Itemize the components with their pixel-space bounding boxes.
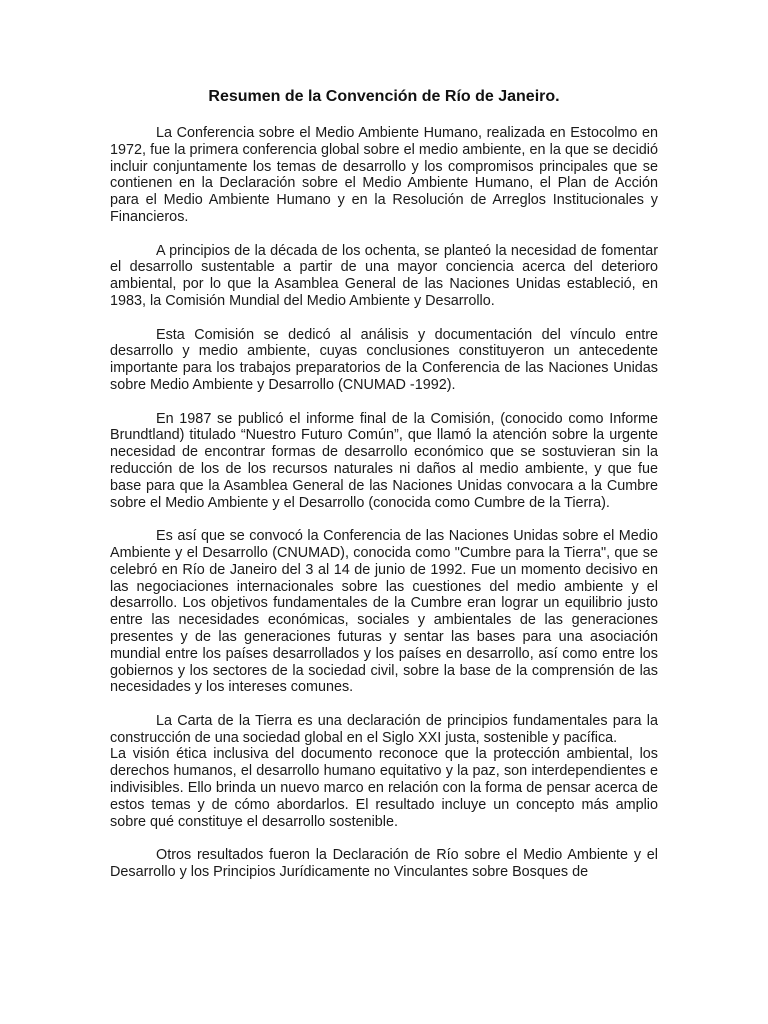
paragraph-brundtland-report: En 1987 se publicó el informe final de la Comisión, (conocido como Informe Brundtland) titulado “Nuestro Futuro Común”, que llamó la atención sobre la urgente necesidad de encontrar formas de desarrollo económico que se sostuvieran sin la reducción de los de los recursos naturales ni daños al medio ambiente, y que fue base para que la Asamblea General de las Naciones Unidas convocara a la Cumbre sobre el Medio Ambiente y el Desarrollo (conocida como Cumbre de la Tierra). bbox=[110, 410, 658, 511]
paragraph-other-results: Otros resultados fueron la Declaración de Río sobre el Medio Ambiente y el Desarrollo y los Principios Jurídicamente no Vinculantes sobre Bosques de bbox=[110, 847, 658, 881]
paragraph-stockholm-conference: La Conferencia sobre el Medio Ambiente Humano, realizada en Estocolmo en 1972, fue la primera conferencia global sobre el medio ambiente, en la que se decidió incluir conjuntamente los temas de desarrollo y los compromisos principales que se contienen en la Declaración sobre el Medio Ambiente Humano, el Plan de Acción para el Medio Ambiente Humano y en la Resolución de Arreglos Institucionales y Financieros. bbox=[110, 125, 658, 225]
paragraph-earth-charter: La Carta de la Tierra es una declaración de principios fundamentales para la construcción de una sociedad global en el Siglo XXI justa, sostenible y pacífica. bbox=[110, 712, 658, 746]
paragraph-ethical-vision: La visión ética inclusiva del documento reconoce que la protección ambiental, los derechos humanos, el desarrollo humano equitativo y la paz, son interdependientes e indivisibles. Ello brinda un nuevo marco en relación con la forma de pensar acerca de estos temas y de cómo abordarlos. El resultado incluye un concepto más amplio sobre qué constituye el desarrollo sostenible. bbox=[110, 746, 658, 830]
paragraph-earth-summit: Es así que se convocó la Conferencia de las Naciones Unidas sobre el Medio Ambiente y el Desarrollo (CNUMAD), conocida como "Cumbre para la Tierra", que se celebró en Río de Janeiro del 3 al 14 de junio de 1992. Fue un momento decisivo en las negociaciones internacionales sobre las cuestiones del medio ambiente y el desarrollo. Los objetivos fundamentales de la Cumbre eran lograr un equilibrio justo entre las necesidades económicas, sociales y ambientales de las generaciones presentes y de las generaciones futuras y sentar las bases para una asociación mundial entre los países desarrollados y los países en desarrollo, así como entre los gobiernos y los sectores de la sociedad civil, sobre la base de la comprensión de las necesidades y los intereses comunes. bbox=[110, 528, 658, 696]
document-body bbox=[110, 125, 658, 881]
paragraph-commission-work: Esta Comisión se dedicó al análisis y documentación del vínculo entre desarrollo y medio ambiente, cuyas conclusiones constituyeron un antecedente importante para los trabajos preparatorios de la Conferencia de las Naciones Unidas sobre Medio Ambiente y Desarrollo (CNUMAD -1992). bbox=[110, 326, 658, 393]
document-title: Resumen de la Convención de Río de Janeiro. bbox=[208, 88, 560, 105]
paragraph-eighties-commission: A principios de la década de los ochenta, se planteó la necesidad de fomentar el desarrollo sustentable a partir de una mayor conciencia acerca del deterioro ambiental, por lo que la Asamblea General de las Naciones Unidas estableció, en 1983, la Comisión Mundial del Medio Ambiente y Desarrollo. bbox=[110, 242, 658, 309]
